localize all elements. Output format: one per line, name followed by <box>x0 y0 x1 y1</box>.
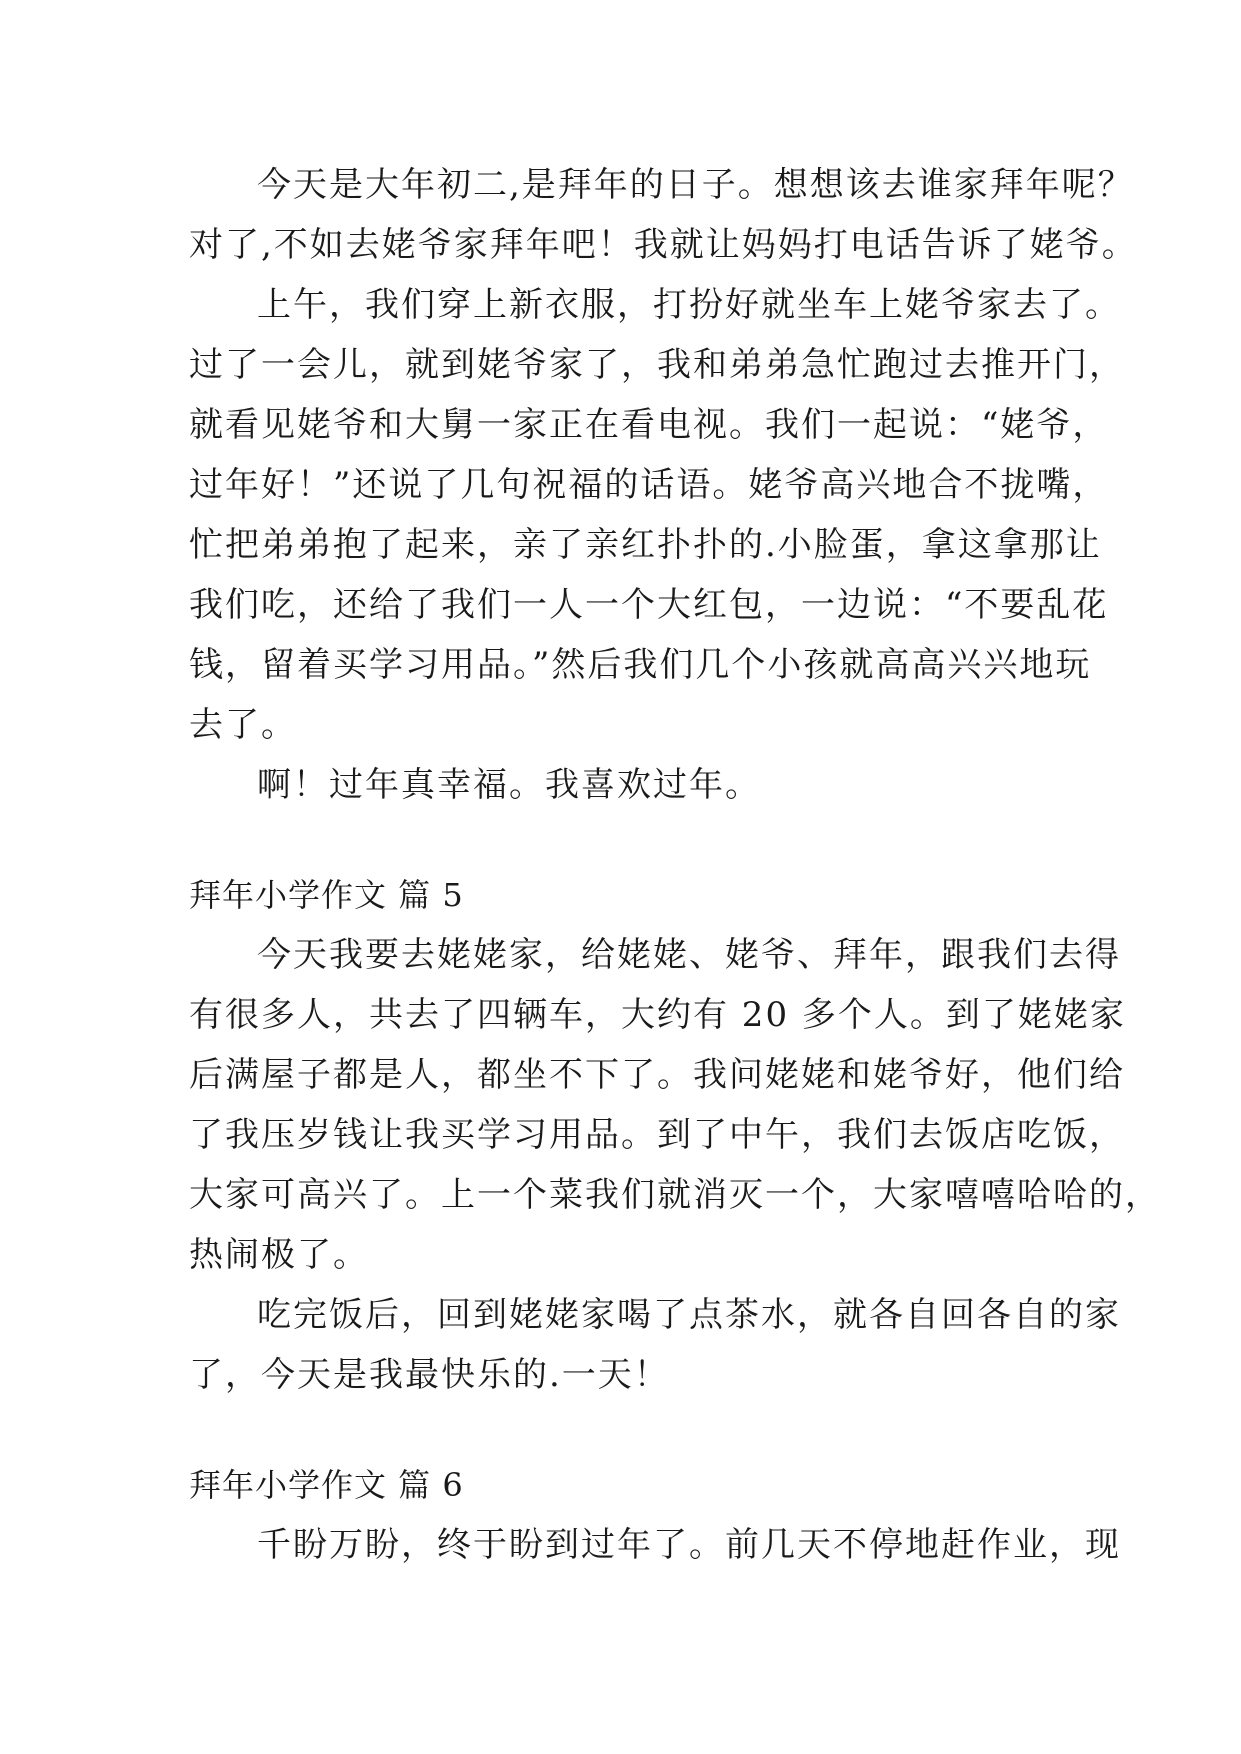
text-line: 热闹极了。 <box>189 1235 369 1275</box>
text-line: 上午，我们穿上新衣服，打扮好就坐车上姥爷家去了。 <box>257 285 1121 325</box>
text-line: 我们吃，还给了我们一人一个大红包，一边说：“不要乱花 <box>189 585 1109 625</box>
text-line: 就看见姥爷和大舅一家正在看电视。我们一起说：“姥爷， <box>189 405 1109 445</box>
section-heading: 拜年小学作文 篇 6 <box>189 1466 464 1504</box>
text-line: 对了,不如去姥爷家拜年吧！我就让妈妈打电话告诉了姥爷。 <box>189 225 1138 265</box>
text-line: 今天是大年初二,是拜年的日子。想想该去谁家拜年呢？ <box>257 165 1134 205</box>
text-line: 过了一会儿，就到姥爷家了，我和弟弟急忙跑过去推开门， <box>189 345 1125 385</box>
text-line: 大家可高兴了。上一个菜我们就消灭一个，大家嘻嘻哈哈的， <box>189 1175 1161 1215</box>
text-line: 钱，留着买学习用品。”然后我们几个小孩就高高兴兴地玩 <box>189 645 1092 685</box>
text-line: 了我压岁钱让我买学习用品。到了中午，我们去饭店吃饭， <box>189 1115 1125 1155</box>
text-line: 吃完饭后，回到姥姥家喝了点茶水，就各自回各自的家 <box>257 1295 1121 1335</box>
text-line: 后满屋子都是人，都坐不下了。我问姥姥和姥爷好，他们给 <box>189 1055 1125 1095</box>
text-line: 千盼万盼，终于盼到过年了。前几天不停地赶作业，现 <box>257 1525 1121 1565</box>
text-line: 了，今天是我最快乐的.一天！ <box>189 1355 670 1395</box>
text-line: 过年好！”还说了几句祝福的话语。姥爷高兴地合不拢嘴， <box>189 465 1109 505</box>
section-heading: 拜年小学作文 篇 5 <box>189 876 464 914</box>
text-line: 忙把弟弟抱了起来，亲了亲红扑扑的.小脸蛋，拿这拿那让 <box>189 525 1102 565</box>
text-line: 有很多人，共去了四辆车，大约有 20 多个人。到了姥姥家 <box>189 995 1126 1035</box>
text-line: 啊！过年真幸福。我喜欢过年。 <box>257 765 761 805</box>
text-line: 去了。 <box>189 705 297 745</box>
text-line: 今天我要去姥姥家，给姥姥、姥爷、拜年，跟我们去得 <box>257 935 1121 975</box>
